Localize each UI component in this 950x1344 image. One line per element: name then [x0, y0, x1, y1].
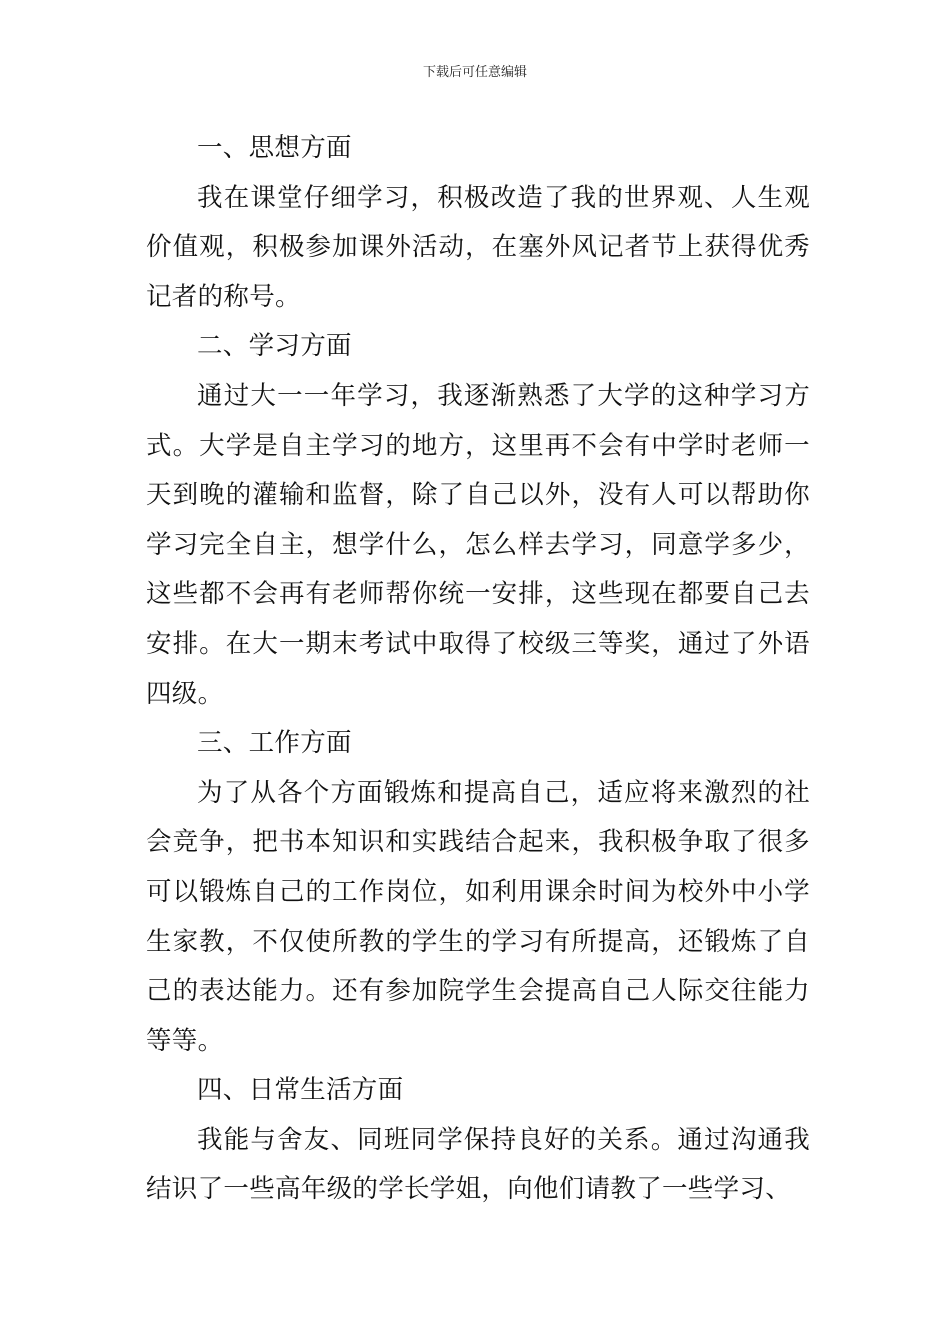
section-heading-thought: 一、思想方面 — [197, 133, 352, 163]
section-body-thought: 我在课堂仔细学习，积极改造了我的世界观、人生观价值观，积极参加课外活动，在塞外风记者节上获得优秀记者的称号。 — [146, 182, 810, 312]
section-body-daily-life: 我能与舍友、同班同学保持良好的关系。通过沟通我结识了一些高年级的学长学姐，向他们请教了一些学习、 — [146, 1124, 810, 1205]
section-heading-study: 二、学习方面 — [197, 331, 352, 362]
document-body — [146, 124, 810, 1215]
section-heading-work: 三、工作方面 — [197, 728, 352, 759]
page-header-note: 下载后可任意编辑 — [422, 65, 527, 80]
section-body-work: 为了从各个方面锻炼和提高自己，适应将来激烈的社会竞争，把书本知识和实践结合起来，我积极争取了很多可以锻炼自己的工作岗位，如利用课余时间为校外中小学生家教，不仅使所教的学生的学习有所提高，还锻炼了自己的表达能力。还有参加院学生会提高自己人际交往能力等等。 — [146, 777, 810, 1056]
section-heading-daily-life: 四、日常生活方面 — [197, 1075, 404, 1106]
section-body-study: 通过大一一年学习，我逐渐熟悉了大学的这种学习方式。大学是自主学习的地方，这里再不会有中学时老师一天到晚的灌输和监督，除了自己以外，没有人可以帮助你学习完全自主，想学什么，怎么样去学习，同意学多少，这些都不会再有老师帮你统一安排，这些现在都要自己去安排。在大一期末考试中取得了校级三等奖，通过了外语四级。 — [146, 380, 810, 709]
